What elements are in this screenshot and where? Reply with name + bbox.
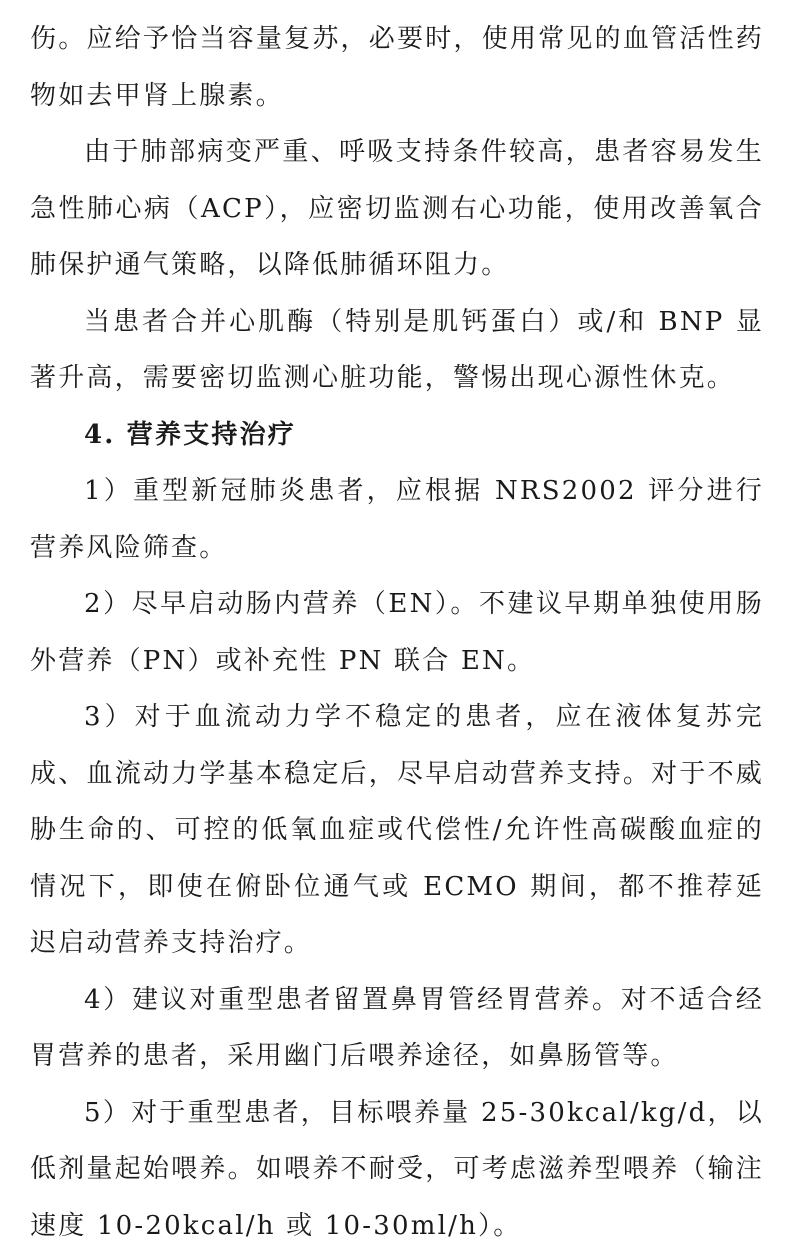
list-item: 1）重型新冠肺炎患者，应根据 NRS2002 评分进行营养风险筛查。 bbox=[30, 463, 764, 576]
list-item: 3）对于血流动力学不稳定的患者，应在液体复苏完成、血流动力学基本稳定后，尽早启动营养支持。对于不威胁生命的、可控的低氧血症或代偿性/允许性高碳酸血症的情况下，即使在俯卧位通气或 ECMO 期间，都不推荐延迟启动营养支持治疗。 bbox=[30, 689, 764, 972]
list-item: 2）尽早启动肠内营养（EN）。不建议早期单独使用肠外营养（PN）或补充性 PN 联合 EN。 bbox=[30, 576, 764, 689]
section-heading: 4. 营养支持治疗 bbox=[30, 407, 764, 464]
list-item: 4）建议对重型患者留置鼻胃管经胃营养。对不适合经胃营养的患者，采用幽门后喂养途径，如鼻肠管等。 bbox=[30, 972, 764, 1085]
paragraph-continuation: 伤。应给予恰当容量复苏，必要时，使用常见的血管活性药物如去甲肾上腺素。 bbox=[30, 11, 764, 124]
paragraph-acp: 由于肺部病变严重、呼吸支持条件较高，患者容易发生急性肺心病（ACP），应密切监测右心功能，使用改善氧合肺保护通气策略，以降低肺循环阻力。 bbox=[30, 124, 764, 294]
list-item: 5）对于重型患者，目标喂养量 25-30kcal/kg/d，以低剂量起始喂养。如喂养不耐受，可考虑滋养型喂养（输注速度 10-20kcal/h 或 10-30ml/h）。 bbox=[30, 1085, 764, 1254]
paragraph-cardiac: 当患者合并心肌酶（特别是肌钙蛋白）或/和 BNP 显著升高，需要密切监测心脏功能，警惕出现心源性休克。 bbox=[30, 294, 764, 407]
